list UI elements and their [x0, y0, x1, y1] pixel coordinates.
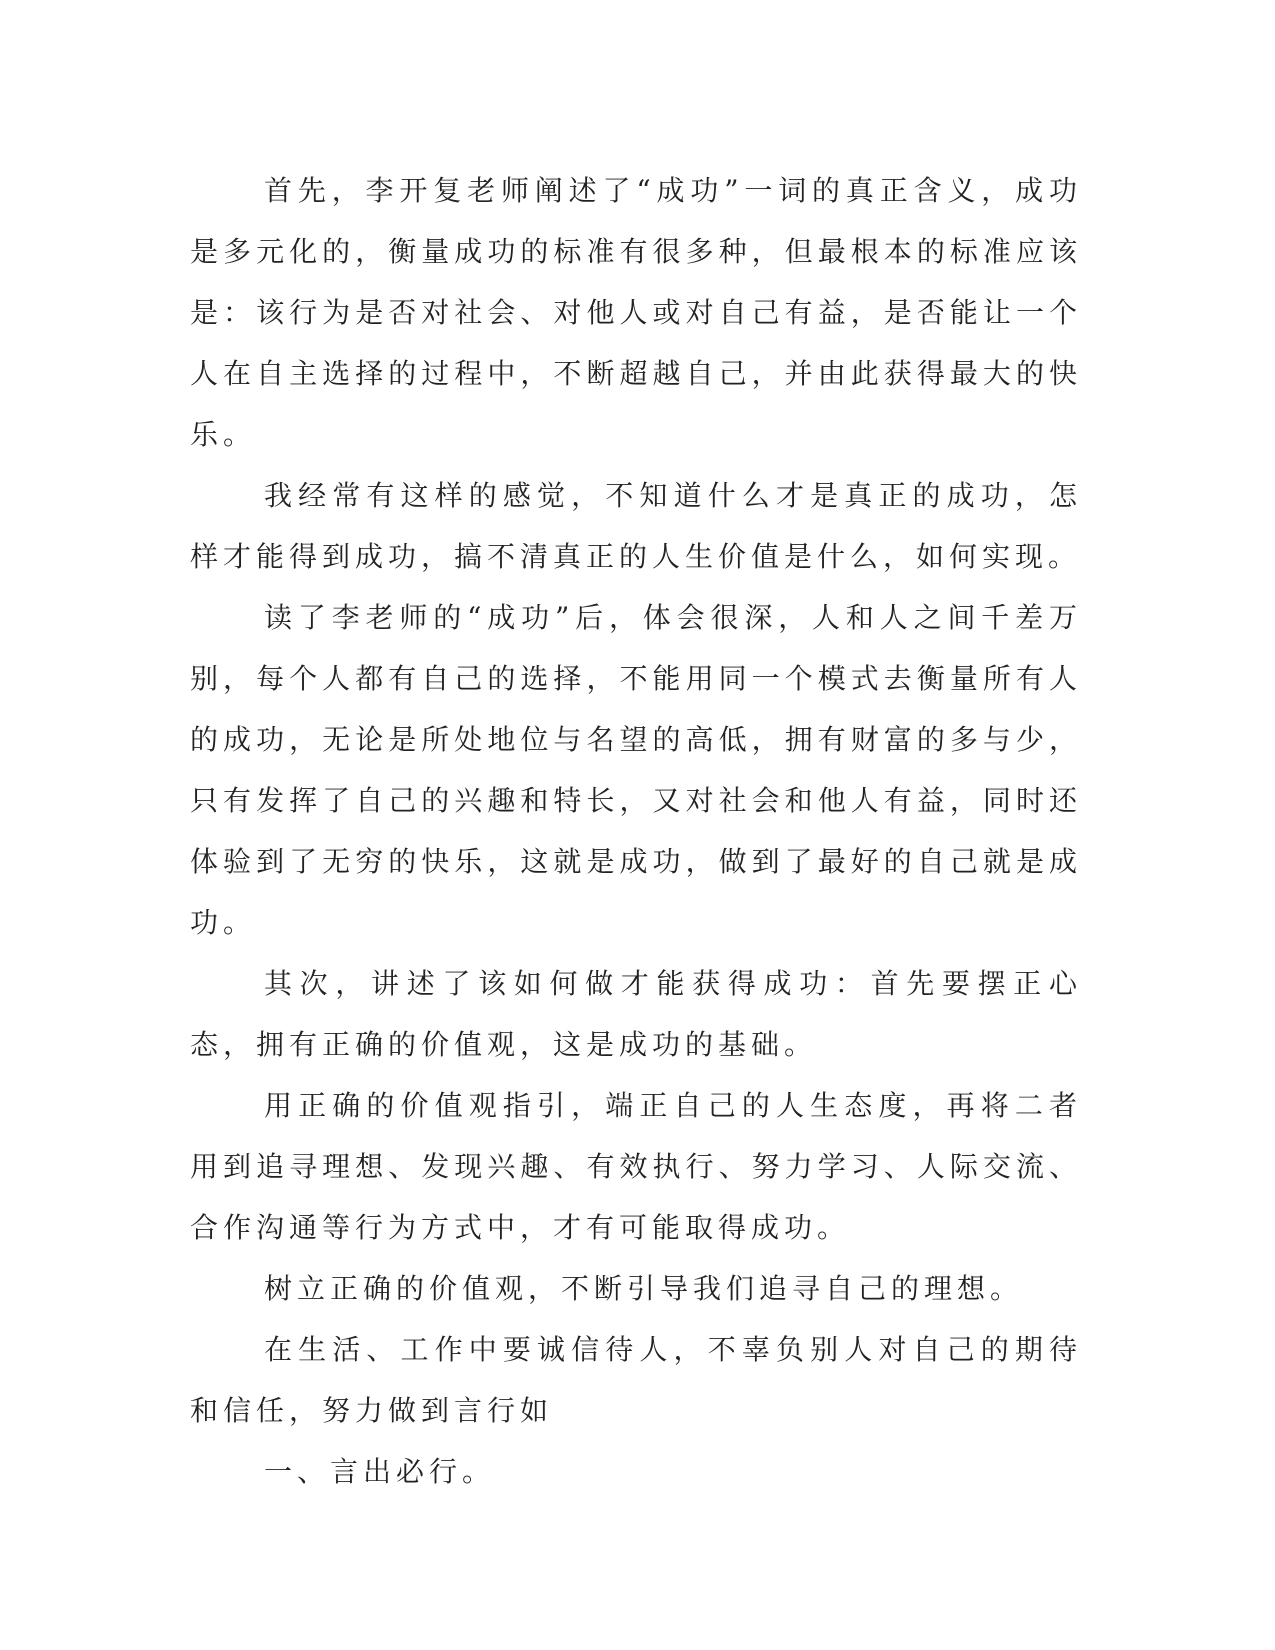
document-body — [190, 160, 1082, 1502]
paragraph-6: 树立正确的价值观，不断引导我们追寻自己的理想。 — [264, 1272, 1024, 1305]
paragraph-2: 我经常有这样的感觉，不知道什么才是真正的成功，怎样才能得到成功，搞不清真正的人生价值是什么，如何实现。 — [190, 479, 1082, 573]
paragraph-5: 用正确的价值观指引，端正自己的人生态度，再将二者用到追寻理想、发现兴趣、有效执行、努力学习、人际交流、合作沟通等行为方式中，才有可能取得成功。 — [190, 1089, 1082, 1244]
paragraph-8: 一、言出必行。 — [264, 1455, 496, 1488]
paragraph-7: 在生活、工作中要诚信待人，不辜负别人对自己的期待和信任，努力做到言行如 — [190, 1333, 1082, 1427]
paragraph-4: 其次，讲述了该如何做才能获得成功：首先要摆正心态，拥有正确的价值观，这是成功的基础。 — [190, 967, 1082, 1061]
paragraph-1: 首先，李开复老师阐述了“成功”一词的真正含义，成功是多元化的，衡量成功的标准有很多种，但最根本的标准应该是：该行为是否对社会、对他人或对自己有益，是否能让一个人在自主选择的过程中，不断超越自己，并由此获得最大的快乐。 — [190, 174, 1082, 451]
paragraph-3: 读了李老师的“成功”后，体会很深，人和人之间千差万别，每个人都有自己的选择，不能用同一个模式去衡量所有人的成功，无论是所处地位与名望的高低，拥有财富的多与少，只有发挥了自己的兴趣和特长，又对社会和他人有益，同时还体验到了无穷的快乐，这就是成功，做到了最好的自己就是成功。 — [190, 601, 1082, 939]
